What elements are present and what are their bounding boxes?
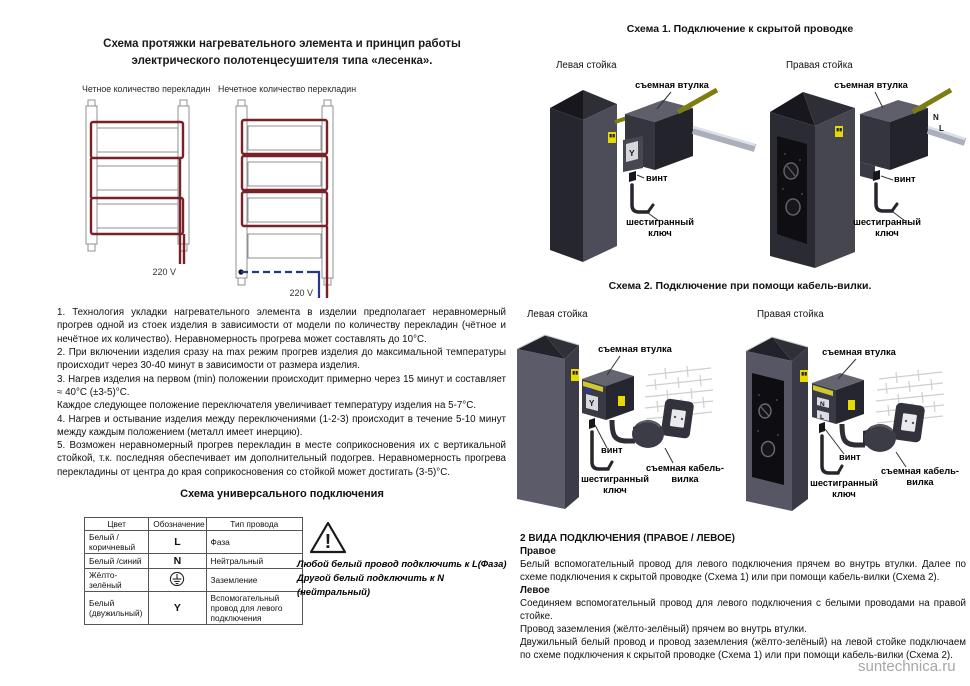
terminal-box	[623, 136, 643, 172]
table-header-row	[85, 518, 303, 531]
y-mark: Y	[629, 148, 635, 158]
cell-color: Белый (двужильный)	[85, 592, 149, 625]
l-mark: L	[820, 414, 824, 421]
warning-line-2: Другой белый подключить к N (нейтральный)	[297, 572, 445, 598]
scheme2-right-post-label: Правая стойка	[757, 309, 824, 320]
table-row	[85, 592, 303, 625]
wall-socket	[891, 402, 925, 443]
connection-types-title: 2 ВИДА ПОДКЛЮЧЕНИЯ (ПРАВОЕ / ЛЕВОЕ)	[520, 533, 735, 544]
warning-sticker-icon	[835, 126, 843, 137]
table-row	[85, 569, 303, 592]
screw	[629, 171, 636, 182]
even-ladder-figure	[80, 98, 200, 283]
left-connection-text-3: Двужильный белый провод и провод заземления (жёлто-зелёный) на левой стойке подключаем по схеме подключения к скрытой проводке (Схема 1) или при помощи кабель-вилки (Схема 2).	[520, 637, 966, 662]
hex-key-icon	[876, 184, 897, 211]
note-1: 1. Технология укладки нагревательного элемента в изделии предполагает неравномерный прогрев одной из стоек изделия в зависимости от модели по количеству перекладин (чётное и нечётное их количество). Неравномерность прогрева может составлять до 10°С.	[57, 307, 506, 345]
earth-ground-icon	[169, 571, 185, 587]
warning-sticker-icon	[608, 132, 616, 143]
bushing-box	[582, 369, 634, 420]
warning-text	[297, 557, 511, 599]
odd-ladder-figure	[233, 98, 348, 303]
callout-hex-key: шестигранный ключ	[853, 217, 921, 238]
notes-block	[57, 306, 506, 479]
wire-table	[84, 517, 303, 625]
power-cable	[612, 420, 635, 441]
cell-type: Заземление	[206, 569, 302, 592]
warning-sticker-icon	[800, 370, 808, 382]
control-panel	[777, 136, 807, 244]
scheme2-title: Схема 2. Подключение при помощи кабель-вилки.	[608, 280, 872, 292]
even-ladder-voltage: 220 V	[152, 267, 176, 277]
n-mark: N	[820, 401, 825, 408]
note-4: 4. Нагрев и остывание изделия между переключениями (1-2-3) происходит в течение 5-10 минут между каждым положением (металл имеет инерцию).	[57, 413, 506, 438]
col-color: Цвет	[85, 518, 149, 531]
scheme2-left-diagram	[515, 323, 745, 535]
cell-mark	[149, 569, 206, 592]
scheme1-left-diagram	[545, 74, 760, 272]
callout-bushing: съемная втулка	[834, 80, 908, 90]
warning-sticker-icon	[571, 369, 579, 381]
callout-hex-key: шестигранный ключ	[810, 478, 878, 499]
site-watermark: suntechnica.ru	[858, 658, 956, 675]
cable-plug	[632, 420, 664, 448]
scheme2-left-post-label: Левая стойка	[527, 309, 588, 320]
right-connection-text: Белый вспомогательный провод для левого подключения прячем во внутрь втулки. Далее по схеме подключения к скрытой проводке (Схема 1) или при помощи кабель-вилки (Схема 2).	[520, 559, 966, 584]
note-5: 5. Возможен неравномерный прогрев перекладин в месте соприкосновения их с вертикальной стойкой, т.к. последняя обеспечивает им дополнительный подогрев. Неравномерность прогрева перекладины от центра до края соприкосновения со стойкой может достигать (3-5)°С.	[57, 440, 506, 478]
table-row	[85, 531, 303, 554]
note-2: 2. При включении изделия сразу на max режим прогрев изделия до максимальной температуры происходит через 30-40 минут в зависимости от размера изделия.	[57, 346, 506, 372]
note-3: 3. Нагрев изделия на первом (min) положении происходит примерно через 15 минут и составляет ≈ 40°С (±3-5)°С.	[57, 373, 506, 398]
callout-hex-key: шестигранный ключ	[581, 474, 649, 495]
scheme1-right-post-label: Правая стойка	[786, 60, 853, 71]
screw	[589, 418, 595, 429]
odd-ladder-label: Нечетное количество перекладин	[218, 84, 357, 94]
left-connection-text-2: Провод заземления (жёлто-зелёный) прячем во внутрь втулки.	[520, 624, 807, 636]
warning-line-1: Любой белый провод подключить к L(Фаза)	[297, 558, 507, 569]
cell-mark: L	[149, 531, 206, 554]
cell-mark: N	[149, 554, 206, 569]
l-mark: L	[939, 124, 944, 133]
post	[517, 335, 579, 509]
callout-screw: винт	[839, 452, 861, 462]
left-connection-text-1: Соединяем вспомогательный провод для левого подключения с белыми проводами на правой стойке.	[520, 598, 966, 623]
warning-triangle-icon	[308, 520, 348, 556]
col-mark: Обозначение	[149, 518, 206, 531]
bushing-box	[812, 373, 864, 424]
cell-mark: Y	[149, 592, 206, 625]
callout-cable-plug: съемная кабель-вилка	[646, 463, 724, 484]
callout-bushing: съемная втулка	[635, 80, 709, 90]
cell-type: Нейтральный	[206, 554, 302, 569]
odd-ladder-voltage: 220 V	[289, 288, 313, 298]
page-title	[58, 36, 506, 71]
col-type: Тип провода	[206, 518, 302, 531]
scheme1-right-diagram	[755, 74, 967, 272]
cell-type: Фаза	[206, 531, 302, 554]
universal-scheme-title: Схема универсального подключения	[180, 488, 384, 500]
y-mark: Y	[589, 399, 595, 408]
scheme1-title: Схема 1. Подключение к скрытой проводке	[626, 23, 854, 35]
callout-bushing: съемная втулка	[822, 347, 896, 357]
callout-hex-key: шестигранный ключ	[626, 217, 694, 238]
control-panel	[752, 373, 784, 485]
wall-socket	[660, 398, 694, 439]
cable-plug	[863, 424, 896, 452]
cell-color: Белый /синий	[85, 554, 149, 569]
page-title-line2: электрического полотенцесушителя типа «лесенка».	[131, 55, 433, 68]
note-3b: Каждое следующее положение переключателя увеличивает температуру изделия на 5-7°С.	[57, 400, 477, 412]
ground-wire	[913, 90, 951, 112]
callout-screw: винт	[601, 445, 623, 455]
callout-screw: винт	[894, 174, 916, 184]
post	[550, 90, 617, 262]
callout-bushing: съемная втулка	[598, 344, 672, 354]
left-connection-heading: Левое	[520, 585, 550, 597]
cell-color: Жёлто-зелёный	[85, 569, 149, 592]
even-ladder-label: Четное количество перекладин	[82, 84, 211, 94]
cell-color: Белый /коричневый	[85, 531, 149, 554]
right-connection-heading: Правое	[520, 546, 556, 558]
cell-type: Вспомогательный провод для левого подключения	[206, 592, 302, 625]
scheme2-right-diagram	[744, 323, 970, 535]
table-row	[85, 554, 303, 569]
callout-cable-plug: съемная кабель-вилка	[881, 466, 959, 487]
scheme1-right-illustration	[755, 74, 967, 272]
page-title-line1: Схема протяжки нагревательного элемента и принцип работы	[103, 38, 461, 50]
hex-key-icon	[632, 185, 653, 212]
screw	[819, 422, 825, 433]
svg-text:!: !	[324, 531, 332, 553]
scheme1-left-post-label: Левая стойка	[556, 60, 617, 71]
connection-types-block	[520, 532, 966, 662]
n-mark: N	[933, 113, 939, 122]
conduit	[693, 130, 755, 148]
power-cable	[842, 424, 865, 445]
callout-screw: винт	[646, 173, 668, 183]
ground-wire	[678, 90, 717, 112]
